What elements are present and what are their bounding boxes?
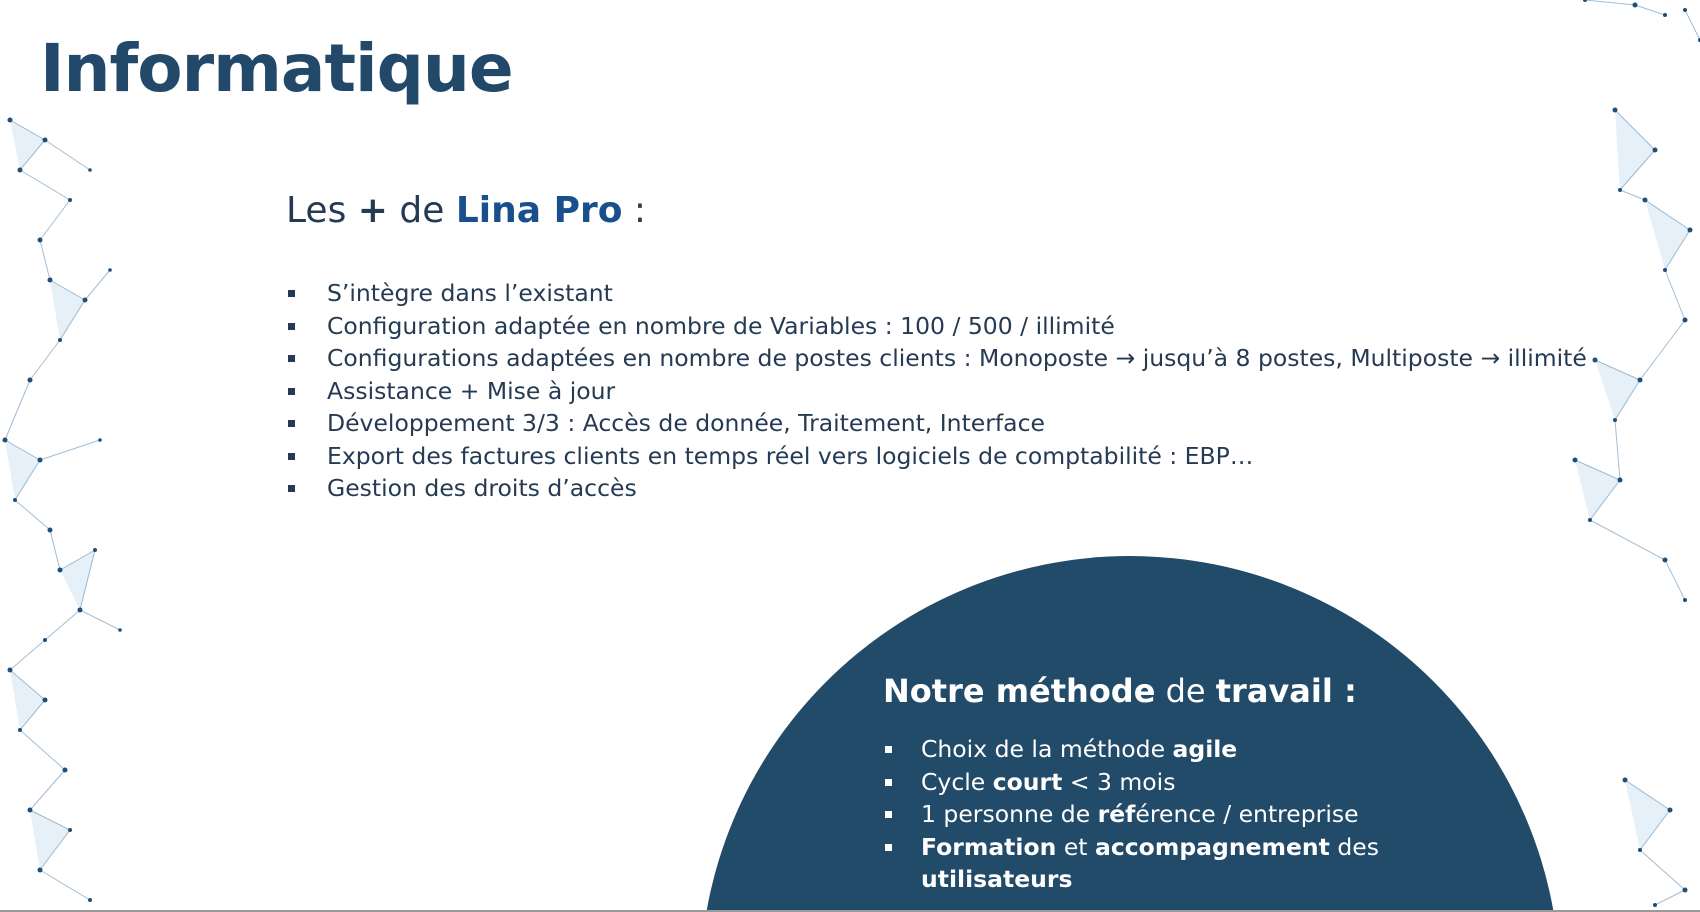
list-item: Gestion des droits d’accès xyxy=(286,472,1587,505)
subtitle-plus: + xyxy=(357,190,388,231)
feature-list xyxy=(286,277,1587,505)
list-item: Configuration adaptée en nombre de Variables : 100 / 500 / illimité xyxy=(286,310,1587,343)
subtitle-middle: de xyxy=(387,190,456,231)
subtitle-prefix: Les xyxy=(286,190,358,231)
page-title: Informatique xyxy=(40,30,513,107)
subtitle-suffix: : xyxy=(622,190,647,231)
method-item-text: court xyxy=(992,767,1063,796)
method-item-text: utilisateurs xyxy=(921,865,1073,893)
method-item-text: accompagnement xyxy=(1094,832,1330,861)
method-list-item xyxy=(883,831,1403,896)
list-item: Développement 3/3 : Accès de donnée, Traitement, Interface xyxy=(286,407,1587,440)
method-item-text: érence / entreprise xyxy=(1135,800,1359,828)
method-item-text: Choix de la méthode xyxy=(921,735,1173,763)
method-item-text: Cycle xyxy=(921,767,993,796)
method-title-bold-2: travail : xyxy=(1215,672,1357,710)
method-item-text: 1 personne de xyxy=(921,800,1098,828)
method-list xyxy=(883,733,1403,896)
method-title xyxy=(883,672,1357,710)
list-item: Export des factures clients en temps réel vers logiciels de comptabilité : EBP… xyxy=(286,440,1587,473)
list-item: Configurations adaptées en nombre de postes clients : Monoposte → jusqu’à 8 postes, Multiposte → illimité xyxy=(286,342,1587,375)
list-item: Assistance + Mise à jour xyxy=(286,375,1587,408)
method-item-text: et xyxy=(1056,832,1095,861)
method-title-plain: de xyxy=(1155,672,1216,710)
method-item-text: < 3 mois xyxy=(1062,767,1176,796)
method-list-item xyxy=(883,798,1403,831)
method-item-text: agile xyxy=(1172,735,1238,763)
list-item: S’intègre dans l’existant xyxy=(286,277,1587,310)
method-list-item xyxy=(883,766,1403,799)
network-decoration-left-icon xyxy=(0,110,140,910)
brand-name: Lina Pro xyxy=(455,190,623,231)
subtitle xyxy=(286,190,646,231)
method-item-text: des xyxy=(1329,832,1379,861)
method-list-item xyxy=(883,733,1403,766)
method-item-text: Formation xyxy=(921,832,1057,861)
method-title-bold-1: Notre méthode xyxy=(883,672,1156,710)
method-item-text: réf xyxy=(1097,800,1136,828)
